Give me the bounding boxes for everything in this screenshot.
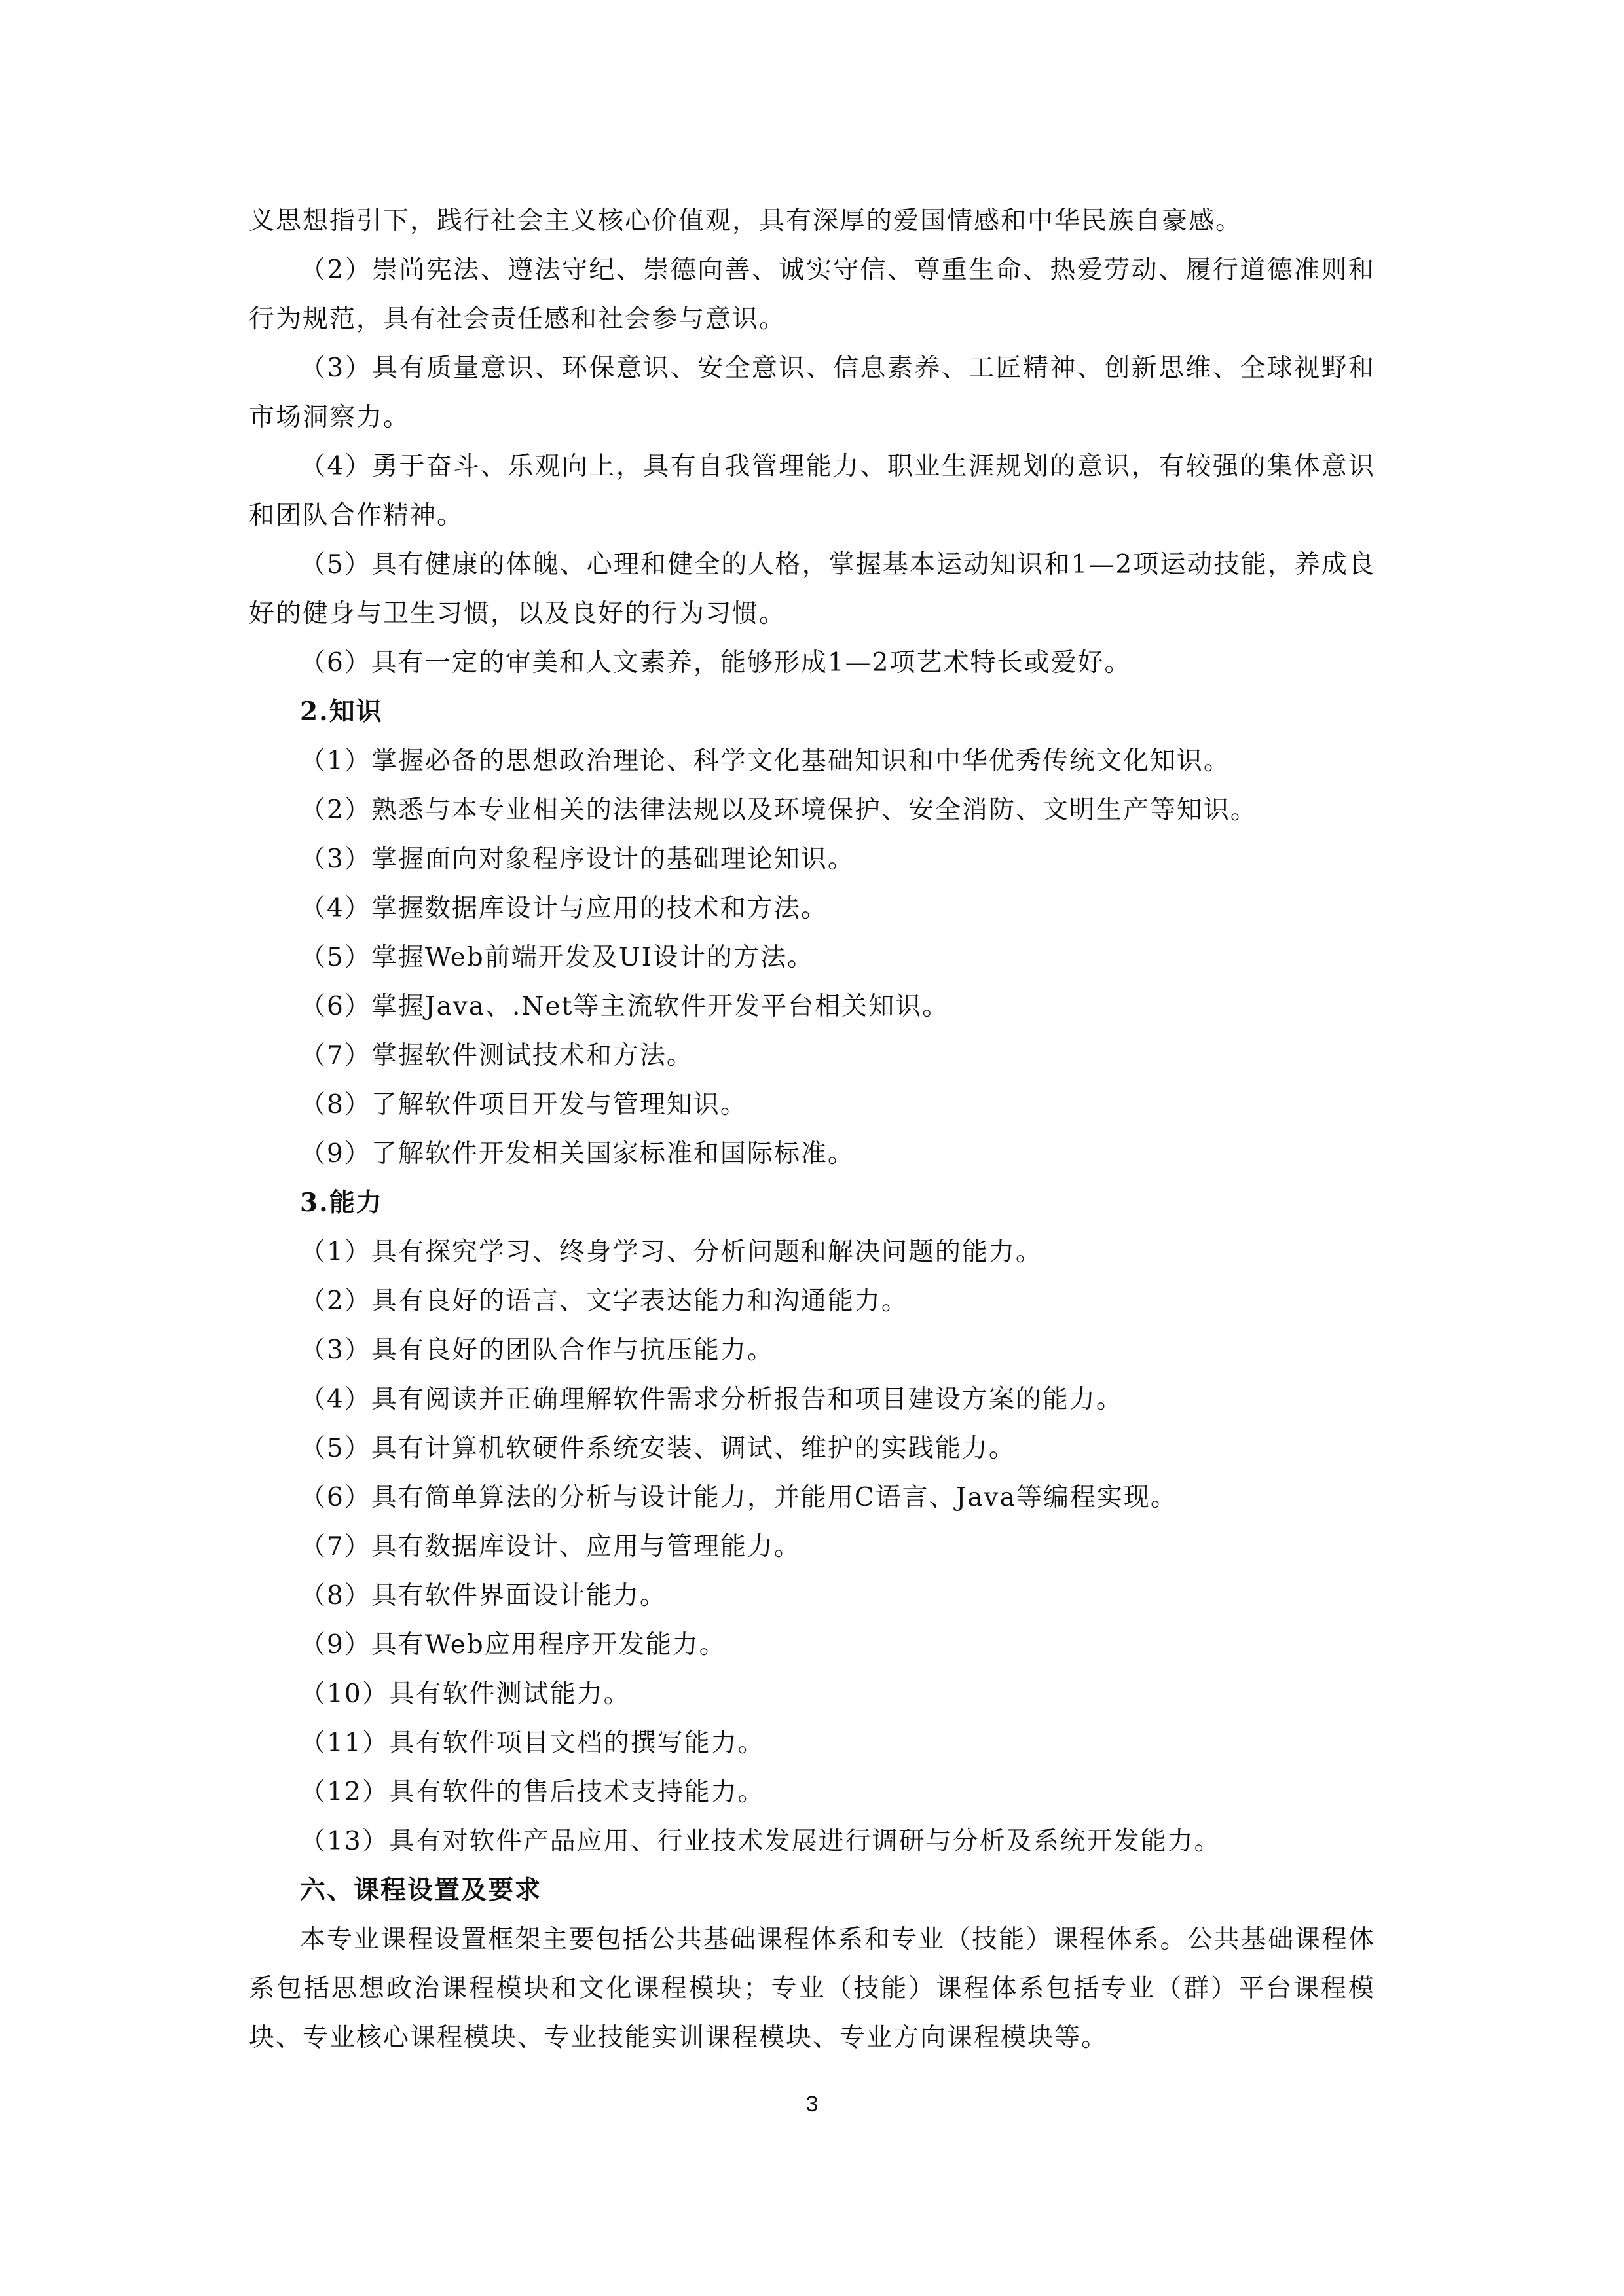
page-number: 3 [805, 2092, 819, 2117]
ability-item-13: （13）具有对软件产品应用、行业技术发展进行调研与分析及系统开发能力。 [300, 1827, 1221, 1856]
knowledge-item-4: （4）掌握数据库设计与应用的技术和方法。 [300, 894, 828, 923]
quality-item-3: （3）具有质量意识、环保意识、安全意识、信息素养、工匠精神、创新思维、全球视野和市场洞察力。 [249, 354, 1375, 432]
ability-item-4: （4）具有阅读并正确理解软件需求分析报告和项目建设方案的能力。 [300, 1385, 1123, 1414]
quality-item-2: （2）崇尚宪法、遵法守纪、崇德向善、诚实守信、尊重生命、热爱劳动、履行道德准则和行为规范，具有社会责任感和社会参与意识。 [249, 255, 1375, 334]
knowledge-item-1: （1）掌握必备的思想政治理论、科学文化基础知识和中华优秀传统文化知识。 [300, 746, 1230, 776]
knowledge-item-6: （6）掌握Java、.Net等主流软件开发平台相关知识。 [300, 992, 950, 1021]
ability-item-7: （7）具有数据库设计、应用与管理能力。 [300, 1532, 801, 1561]
ability-item-2: （2）具有良好的语言、文字表达能力和沟通能力。 [300, 1286, 908, 1316]
knowledge-heading: 2.知识 [300, 697, 383, 727]
ability-item-6: （6）具有简单算法的分析与设计能力，并能用C语言、Java等编程实现。 [300, 1483, 1177, 1512]
knowledge-item-9: （9）了解软件开发相关国家标准和国际标准。 [300, 1139, 855, 1169]
knowledge-item-2: （2）熟悉与本专业相关的法律法规以及环境保护、安全消防、文明生产等知识。 [300, 795, 1257, 825]
curriculum-heading: 六、课程设置及要求 [300, 1876, 542, 1905]
quality-item-5: （5）具有健康的体魄、心理和健全的人格，掌握基本运动知识和1—2项运动技能，养成良好的健身与卫生习惯，以及良好的行为习惯。 [249, 550, 1375, 629]
ability-item-1: （1）具有探究学习、终身学习、分析问题和解决问题的能力。 [300, 1237, 1043, 1267]
ability-item-11: （11）具有软件项目文档的撰写能力。 [300, 1728, 765, 1758]
ability-item-5: （5）具有计算机软硬件系统安装、调试、维护的实践能力。 [300, 1434, 1016, 1463]
page-content [249, 196, 1375, 2062]
ability-item-12: （12）具有软件的售后技术支持能力。 [300, 1777, 765, 1807]
knowledge-item-3: （3）掌握面向对象程序设计的基础理论知识。 [300, 845, 855, 874]
knowledge-item-7: （7）掌握软件测试技术和方法。 [300, 1041, 693, 1070]
knowledge-item-8: （8）了解软件项目开发与管理知识。 [300, 1090, 747, 1120]
quality-continuation: 义思想指引下，践行社会主义核心价值观，具有深厚的爱国情感和中华民族自豪感。 [249, 206, 1243, 236]
knowledge-item-5: （5）掌握Web前端开发及UI设计的方法。 [300, 943, 815, 972]
ability-item-3: （3）具有良好的团队合作与抗压能力。 [300, 1336, 774, 1365]
ability-item-10: （10）具有软件测试能力。 [300, 1679, 631, 1709]
curriculum-paragraph: 本专业课程设置框架主要包括公共基础课程体系和专业（技能）课程体系。公共基础课程体系包括思想政治课程模块和文化课程模块；专业（技能）课程体系包括专业（群）平台课程模块、专业核心课程模块、专业技能实训课程模块、专业方向课程模块等。 [249, 1925, 1375, 2052]
ability-item-9: （9）具有Web应用程序开发能力。 [300, 1630, 726, 1660]
ability-heading: 3.能力 [300, 1188, 383, 1218]
ability-item-8: （8）具有软件界面设计能力。 [300, 1581, 667, 1611]
quality-item-6: （6）具有一定的审美和人文素养，能够形成1—2项艺术特长或爱好。 [300, 648, 1132, 678]
quality-item-4: （4）勇于奋斗、乐观向上，具有自我管理能力、职业生涯规划的意识，有较强的集体意识和团队合作精神。 [249, 452, 1375, 530]
